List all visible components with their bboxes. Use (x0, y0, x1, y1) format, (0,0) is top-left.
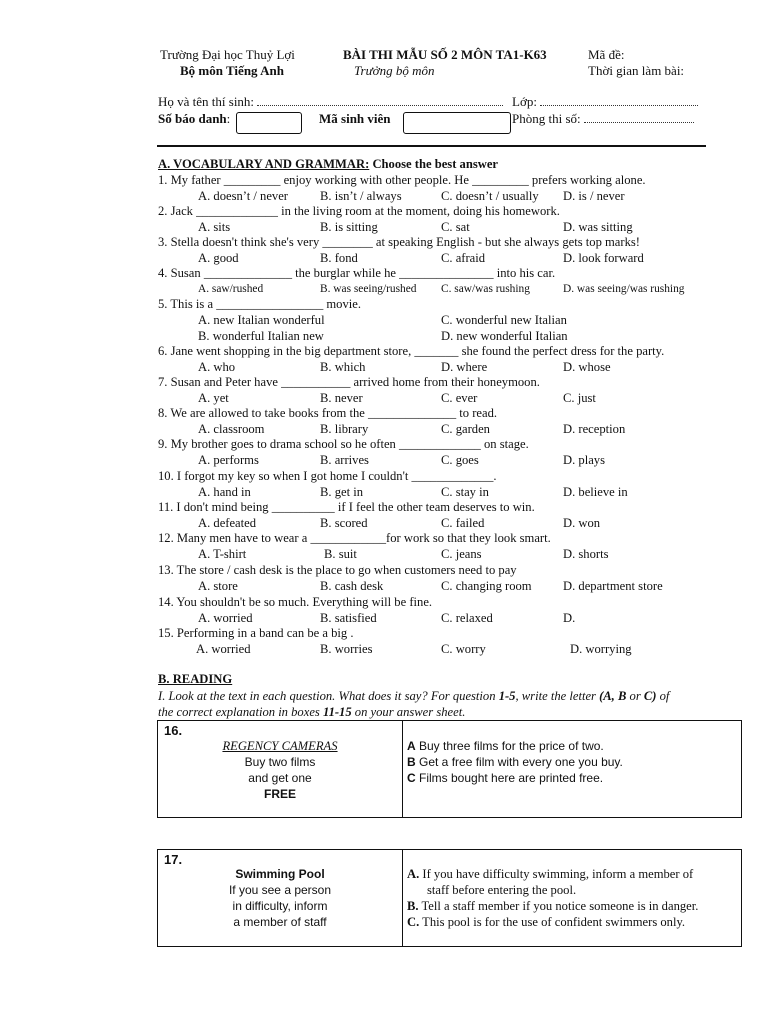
answer-option[interactable]: B. get in (320, 485, 364, 499)
answer-option[interactable]: B. satisfied (320, 611, 377, 625)
candidate-number-box[interactable] (236, 112, 302, 134)
option-b: B Get a free film with every one you buy. (407, 755, 623, 769)
answer-option[interactable]: D. shorts (563, 547, 609, 561)
answer-option[interactable]: A. worried (196, 642, 251, 656)
answer-option[interactable]: B. worries (320, 642, 373, 656)
notice-line: FREE (263, 787, 296, 801)
answer-option[interactable]: D. plays (563, 453, 605, 467)
school-name: Trường Đại học Thuỷ Lợi (160, 47, 295, 62)
answer-option[interactable]: D. whose (563, 360, 611, 374)
exam-title: BÀI THI MẪU SỐ 2 MÔN TA1-K63 (343, 47, 547, 62)
answer-option[interactable]: C. changing room (441, 579, 532, 593)
answer-option[interactable]: C. ever (441, 391, 478, 405)
section-a-title: A. VOCABULARY AND GRAMMAR: Choose the best answer (158, 157, 499, 171)
answer-option[interactable]: A. sits (198, 220, 231, 234)
question-11: 11. I don't mind being __________ if I feel the other team deserves to win. (158, 500, 535, 514)
answer-option[interactable]: B. scored (320, 516, 368, 530)
answer-option[interactable]: D. reception (563, 422, 626, 436)
answer-option[interactable]: A. worried (198, 611, 253, 625)
option-a: A Buy three films for the price of two. (407, 739, 604, 753)
answer-option[interactable]: C. sat (441, 220, 470, 234)
question-8: 8. We are allowed to take books from the ______________ to read. (158, 406, 498, 420)
answer-option[interactable]: B. was seeing/rushed (320, 283, 417, 295)
section-b-title: B. READING (158, 672, 233, 686)
answer-option[interactable]: D. worrying (570, 642, 632, 656)
question-15: 15. Performing in a band can be a big . (158, 626, 354, 640)
item-number: 16. (164, 723, 183, 738)
option-c: C Films bought here are printed free. (407, 771, 604, 785)
answer-option[interactable]: D. is / never (563, 189, 625, 203)
answer-option[interactable]: C. stay in (441, 485, 489, 499)
student-name-label: Họ và tên thí sinh: (158, 94, 503, 110)
reading-item-17 (157, 849, 742, 947)
answer-option[interactable]: A. new Italian wonderful (198, 313, 325, 327)
question-1: 1. My father _________ enjoy working with other people. He _________ prefers working alone. (158, 173, 646, 187)
answer-option[interactable]: A. performs (198, 453, 259, 467)
answer-option[interactable]: D. (563, 611, 576, 625)
answer-option[interactable]: D. new wonderful Italian (441, 329, 568, 343)
answer-option[interactable]: A. doesn’t / never (198, 189, 289, 203)
answer-option[interactable]: C. afraid (441, 251, 486, 265)
signer-title: Trưởng bộ môn (354, 63, 435, 78)
answer-option[interactable]: C. wonderful new Italian (441, 313, 567, 327)
answer-option[interactable]: B. is sitting (320, 220, 378, 234)
answer-option[interactable]: B. arrives (320, 453, 369, 467)
answer-option[interactable]: B. which (320, 360, 366, 374)
question-9: 9. My brother goes to drama school so he often _____________ on stage. (158, 437, 529, 451)
student-code-box[interactable] (403, 112, 511, 134)
notice-line: and get one (248, 771, 312, 785)
answer-option[interactable]: A. yet (198, 391, 229, 405)
notice-line: in difficulty, inform (232, 899, 328, 913)
answer-option[interactable]: C. relaxed (441, 611, 493, 625)
time-label: Thời gian làm bài: (588, 63, 685, 78)
column-divider (402, 721, 403, 817)
answer-option[interactable]: C. garden (441, 422, 490, 436)
answer-option[interactable]: A. saw/rushed (198, 283, 264, 295)
item-number: 17. (164, 852, 183, 867)
class-label: Lớp: (512, 94, 698, 110)
notice-line: Buy two films (244, 755, 316, 769)
question-7: 7. Susan and Peter have ___________ arrived home from their honeymoon. (158, 375, 540, 389)
answer-option[interactable]: C. just (563, 391, 596, 405)
question-2: 2. Jack _____________ in the living room at the moment, doing his homework. (158, 204, 560, 218)
room-field[interactable] (584, 122, 694, 123)
question-6: 6. Jane went shopping in the big department store, _______ she found the perfect dress for the party. (158, 344, 665, 358)
option-a: A. If you have difficulty swimming, inform a member of (407, 867, 694, 881)
answer-option[interactable]: A. classroom (198, 422, 265, 436)
answer-option[interactable]: B. isn’t / always (320, 189, 402, 203)
question-3: 3. Stella doesn't think she's very ________ at speaking English - but she always gets top marks! (158, 235, 640, 249)
notice-title: Swimming Pool (235, 867, 325, 881)
candidate-number-label: Số báo danh: (158, 111, 231, 126)
reading-item-16 (157, 720, 742, 818)
answer-option[interactable]: A. who (198, 360, 236, 374)
department-name: Bộ môn Tiếng Anh (180, 63, 284, 78)
answer-option[interactable]: C. saw/was rushing (441, 283, 530, 295)
option-c: C. This pool is for the use of confident swimmers only. (407, 915, 686, 929)
notice-title: REGENCY CAMERAS (222, 739, 338, 753)
reading-instruction-line2: the correct explanation in boxes 11-15 on your answer sheet. (158, 705, 466, 719)
answer-option[interactable]: C. jeans (441, 547, 482, 561)
reading-instruction-line1: I. Look at the text in each question. What does it say? For question 1-5, write the letter (A, B or C) of (158, 689, 670, 703)
answer-option[interactable]: A. good (198, 251, 239, 265)
answer-option[interactable]: C. failed (441, 516, 485, 530)
answer-option[interactable]: A. T-shirt (198, 547, 247, 561)
question-5: 5. This is a _________________ movie. (158, 297, 362, 311)
answer-option[interactable]: B. cash desk (320, 579, 384, 593)
student-name-field[interactable] (257, 105, 503, 106)
exam-code-label: Mã đề: (588, 47, 625, 62)
question-4: 4. Susan ______________ the burglar while he _______________ into his car. (158, 266, 556, 280)
answer-option[interactable]: C. worry (441, 642, 486, 656)
answer-option[interactable]: C. doesn’t / usually (441, 189, 539, 203)
answer-option[interactable]: D. was seeing/was rushing (563, 283, 685, 295)
answer-option[interactable]: D. believe in (563, 485, 628, 499)
answer-option[interactable]: D. was sitting (563, 220, 633, 234)
student-code-label: Mã sinh viên (319, 111, 391, 126)
answer-option[interactable]: D. won (563, 516, 601, 530)
column-divider (402, 850, 403, 946)
answer-option[interactable]: B. library (320, 422, 369, 436)
answer-option[interactable]: B. suit (324, 547, 357, 561)
notice-line: a member of staff (233, 915, 327, 929)
answer-option[interactable]: D. department store (563, 579, 663, 593)
question-10: 10. I forgot my key so when I got home I couldn't _____________. (158, 469, 497, 483)
answer-option[interactable]: B. wonderful Italian new (198, 329, 324, 343)
answer-option[interactable]: A. store (198, 579, 238, 593)
room-label: Phòng thi số: (512, 111, 694, 127)
question-14: 14. You shouldn't be so much. Everything will be fine. (158, 595, 433, 609)
answer-option[interactable]: A. hand in (198, 485, 251, 499)
answer-option[interactable]: D. look forward (563, 251, 644, 265)
answer-option[interactable]: B. never (320, 391, 363, 405)
class-field[interactable] (540, 105, 698, 106)
option-a-continued: staff before entering the pool. (427, 883, 577, 897)
answer-option[interactable]: C. goes (441, 453, 479, 467)
answer-option[interactable]: B. fond (320, 251, 358, 265)
option-b: B. Tell a staff member if you notice someone is in danger. (407, 899, 699, 913)
notice-line: If you see a person (228, 883, 332, 897)
header-divider (157, 145, 706, 147)
question-12: 12. Many men have to wear a ____________for work so that they look smart. (158, 531, 551, 545)
question-13: 13. The store / cash desk is the place to go when customers need to pay (158, 563, 517, 577)
answer-option[interactable]: A. defeated (198, 516, 257, 530)
answer-option[interactable]: D. where (441, 360, 488, 374)
